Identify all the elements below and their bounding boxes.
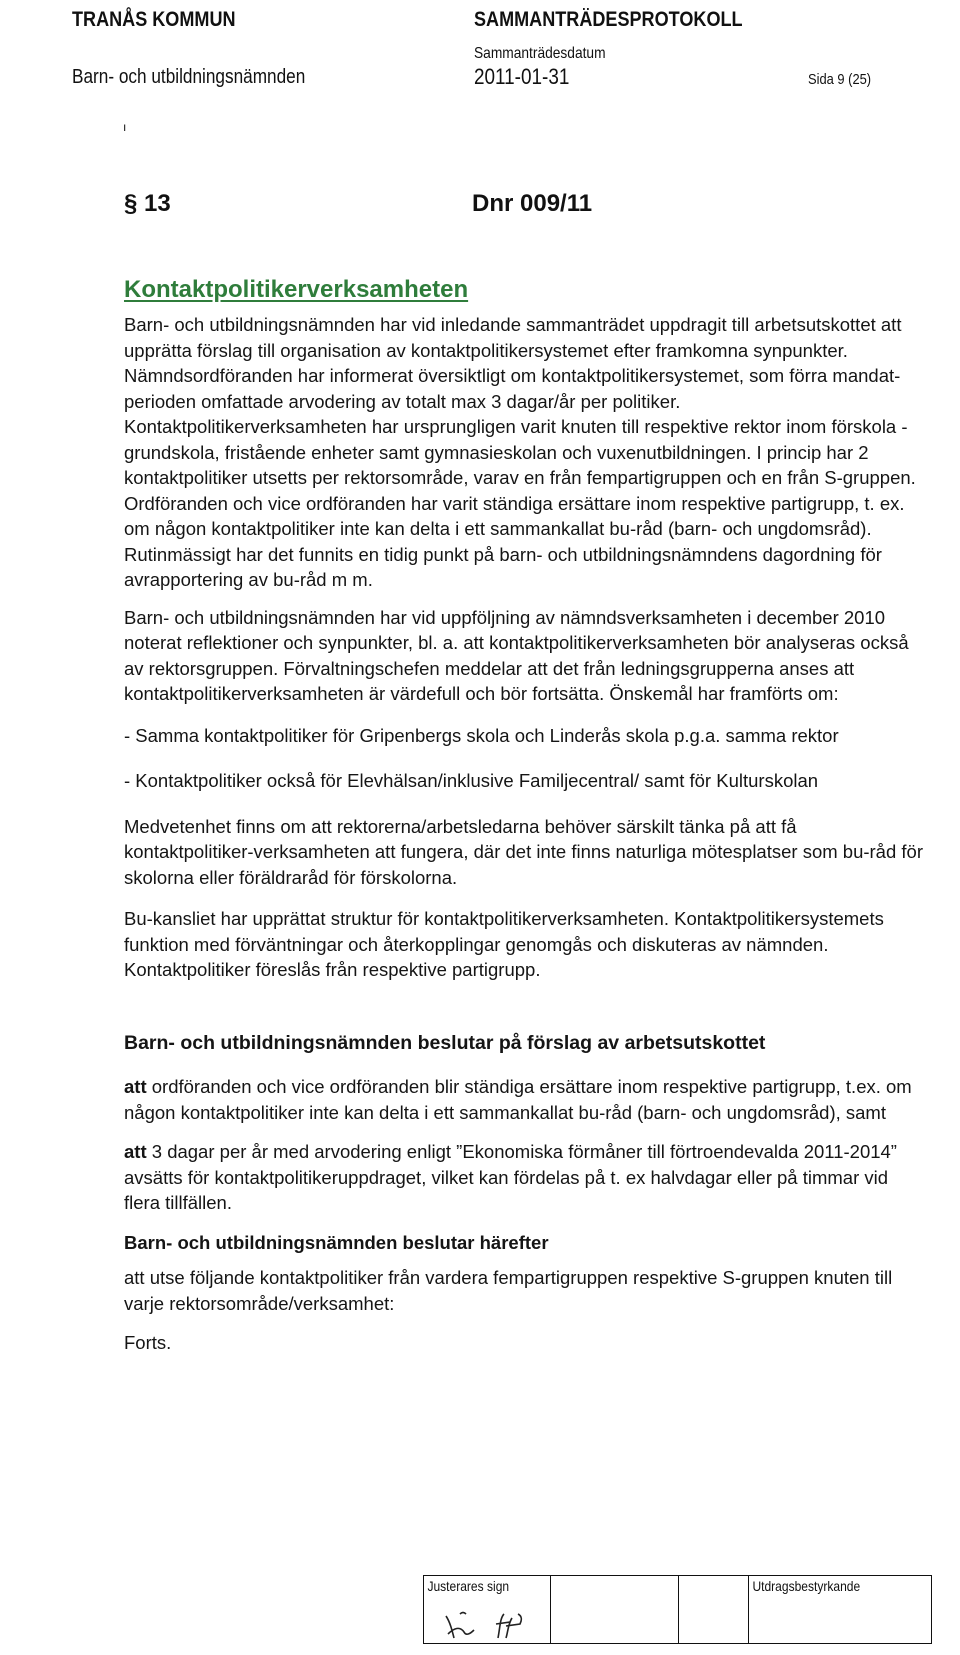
decision-item [124,1074,924,1125]
body-list-item: - Kontaktpolitiker också för Elevhälsan/inklusive Familjecentral/ samt för Kulturskolan [124,770,819,791]
document-type: SAMMANTRÄDESPROTOKOLL [474,8,743,31]
body-paragraph: Barn- och utbildningsnämnden har vid uppföljning av nämndsverksamheten i december 2010 noterat reflektioner och synpunkter, bl. a. att kontaktpolitikerverksamheten bör analyseras också av rektorsgruppen. Förvaltningschefen meddelar att det från ledningsgrupperna anses att kontaktpolitikerverksamheten är värdefull och bör fortsätta. Önskemål har framförts om: [124,606,909,704]
board-name: Barn- och utbildningsnämnden [72,66,306,88]
decision-item-lead: att [124,1141,147,1162]
decision-heading-2: Barn- och utbildningsnämnden beslutar härefter [124,1231,549,1253]
decision-item-lead: att [124,1076,147,1097]
decision-item [124,1139,924,1216]
extract-cell [748,1576,882,1643]
document-body [124,312,924,1368]
continued-note: Forts. [124,1332,172,1353]
paragraph-number: § 13 [124,190,171,217]
decision-item-text: 3 dagar per år med arvodering enligt ”Ekonomiska förmåner till förtroendevalda 2011-2014” avsätts för kontaktpolitikeruppdraget, vilket kan fördelas på t. ex halvdagar eller på timmar vid flera tillfällen. [124,1141,897,1213]
extract-verified-label: Utdragsbestyrkande [752,1578,861,1594]
signature-table [423,1575,932,1644]
body-paragraph: Nämndsordföranden har informerat översiktligt om kontaktpolitikersystemet, som förra mandat-perioden omfattade arvodering av totalt max 3 dagar/år per politiker. Kontaktpolitikerverksamheten har ursprungligen varit knuten till respektive rektor inom förskola - grundskola, fristående enheter samt gymnasieskolan och vuxenutbildningen. I princip har 2 kontaktpolitiker utsetts per rektorsområde, varav en från fempartigruppen och en från S-gruppen. Ordföranden och vice ordföranden har varit ständiga ersättare inom respektive partigrupp, t. ex. om någon kontaktpolitiker inte kan delta i ett sammankallat bu-råd (barn- och ungdomsråd). Rutinmässigt har det funnits en tidig punkt på barn- och utbildningsnämndens dagordning för avrapportering av bu-råd m m. [124,365,916,590]
spacer [124,995,924,1031]
decision-item-text: ordföranden och vice ordföranden blir ständiga ersättare inom respektive partigrupp, t.ex. om någon kontaktpolitiker inte kan delta i ett sammankallat bu-råd (barn- och ungdomsråd), samt [124,1076,912,1123]
decision-text: att utse följande kontaktpolitiker från vardera fempartigruppen respektive S-gruppen knuten till varje rektorsområde/verksamhet: [124,1267,893,1314]
adjuster-sign-label: Justerares sign [427,1578,510,1594]
signature-cell [550,1576,551,1643]
body-paragraph: Medvetenhet finns om att rektorerna/arbetsledarna behöver särskilt tänka på att få kontaktpolitiker-verksamheten att fungera, där det inte finns naturliga mötesplatser som bu-råd för skolorna eller föräldraråd för förskolorna. [124,815,923,888]
organization-name: TRANÅS KOMMUN [72,8,236,31]
page-number: Sida 9 (25) [808,71,872,88]
body-paragraph: Bu-kansliet har upprättat struktur för kontaktpolitikerverksamheten. Kontaktpolitikersystemets funktion med förväntningar och återkopplingar genomgås och diskuteras av nämnden. Kontaktpolitiker föreslås från respektive partigrupp. [124,908,884,980]
meeting-date-label: Sammanträdesdatum [474,45,606,62]
case-number: Dnr 009/11 [472,190,593,217]
decision-heading: Barn- och utbildningsnämnden beslutar på förslag av arbetsutskottet [124,1031,766,1054]
meeting-date: 2011-01-31 [474,64,570,89]
handwritten-signature [442,1604,552,1642]
body-paragraph: Barn- och utbildningsnämnden har vid inledande sammanträdet uppdragit till arbetsutskottet att upprätta förslag till organisation av kontaktpolitikersystemet efter framkomna synpunkter. [124,314,902,361]
stray-mark: ı [123,120,127,134]
body-list-item: - Samma kontaktpolitiker för Gripenbergs skola och Linderås skola p.g.a. samma rektor [124,724,839,746]
signature-cell [678,1576,679,1643]
section-heading: Kontaktpolitikerverksamheten [124,276,469,303]
